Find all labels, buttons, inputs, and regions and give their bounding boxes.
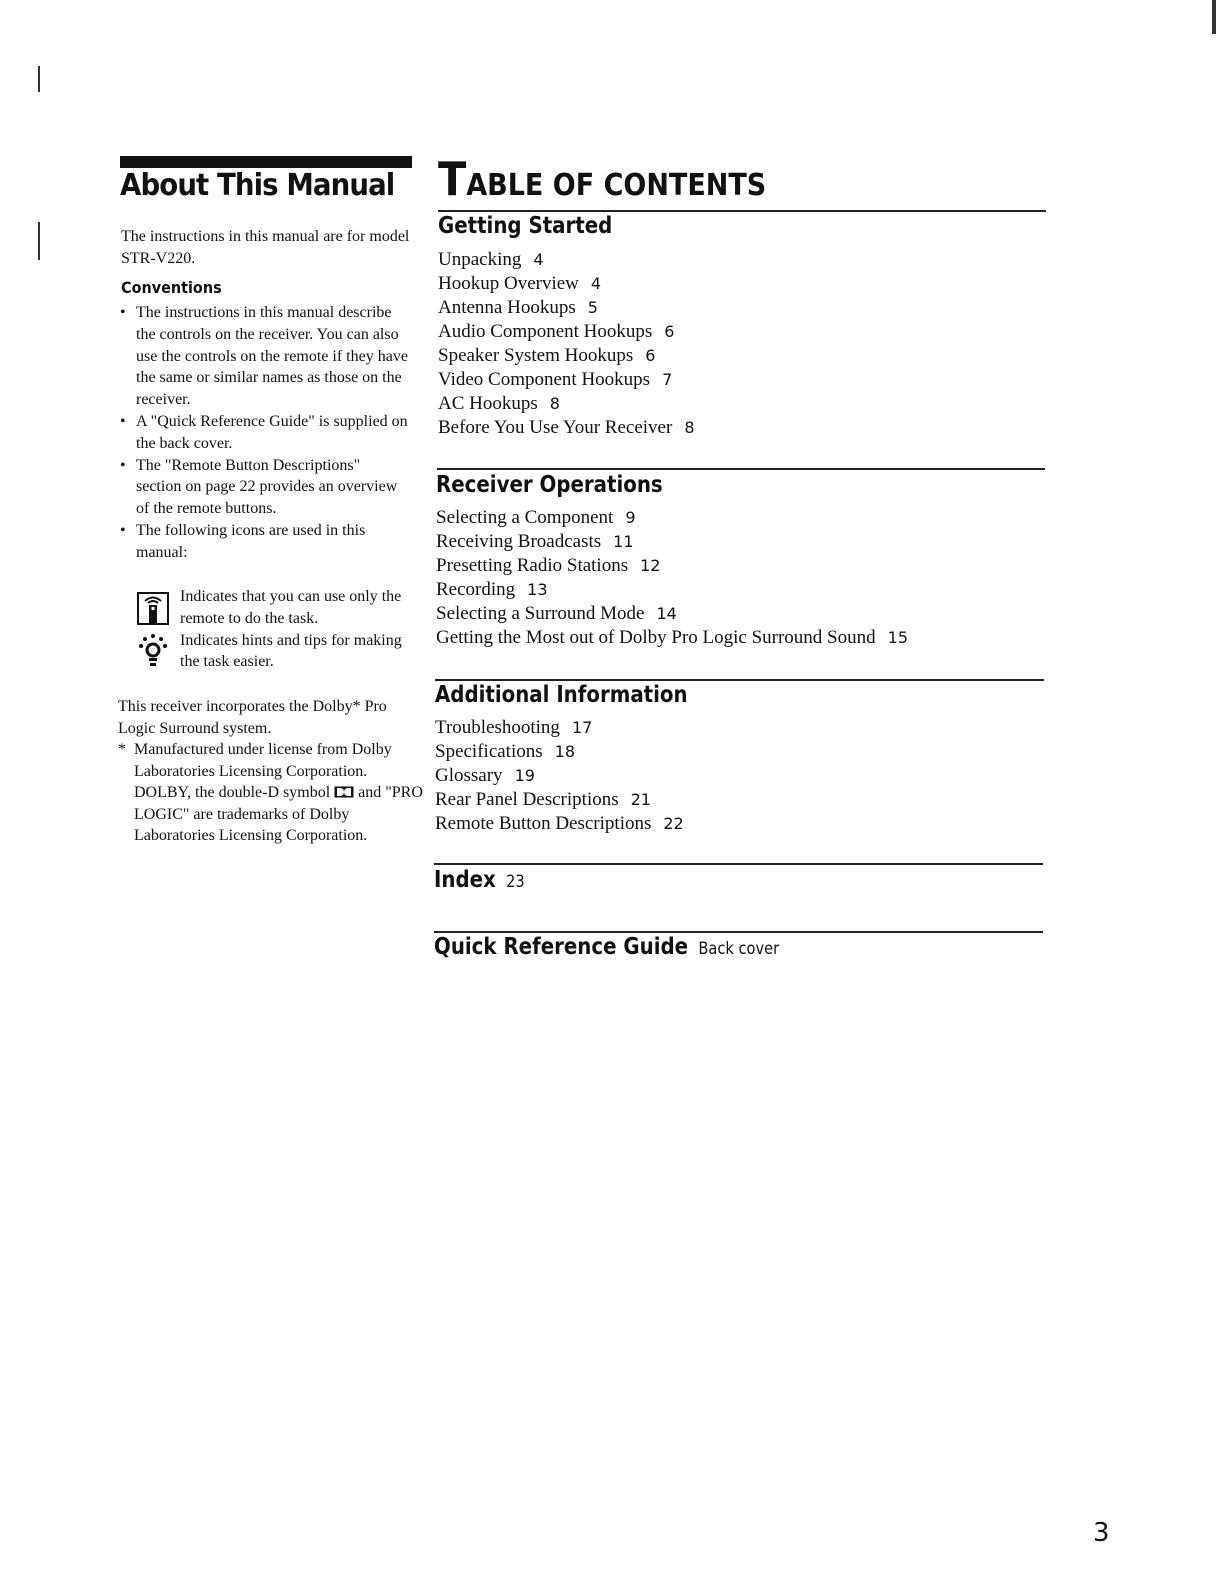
section-entries bbox=[436, 506, 908, 650]
heading-bar bbox=[120, 156, 412, 168]
scan-mark bbox=[1212, 0, 1216, 34]
lightbulb-icon bbox=[137, 634, 169, 670]
scan-mark bbox=[38, 222, 40, 260]
conventions-heading: Conventions bbox=[121, 278, 222, 297]
footnote bbox=[118, 739, 426, 847]
toc-entry[interactable]: Selecting a Surround Mode 14 bbox=[436, 603, 677, 624]
section-heading: Receiver Operations bbox=[436, 472, 663, 498]
convention-item: • The "Remote Button Descriptions" section on page 22 provides an overview of the remote buttons. bbox=[118, 455, 408, 520]
footnote-text: Manufactured under license from Dolby Laboratories Licensing Corporation. bbox=[134, 741, 392, 780]
toc-entry-quick-reference[interactable]: Quick Reference Guide Back cover bbox=[434, 934, 780, 960]
conventions-list bbox=[118, 302, 408, 564]
convention-item: • The instructions in this manual describe the controls on the receiver. You can also use the controls on the remote if they have the same or similar names as those on the receiver. bbox=[118, 302, 408, 411]
section-divider bbox=[434, 863, 1043, 865]
toc-entry[interactable]: Unpacking 4 bbox=[438, 249, 544, 270]
toc-entry[interactable]: Hookup Overview 4 bbox=[438, 273, 602, 294]
intro-text: The instructions in this manual are for model STR-V220. bbox=[121, 228, 410, 267]
toc-entry-index[interactable]: Index 23 bbox=[434, 867, 525, 893]
footnote-trademark: DOLBY, the double-D symbol and "PRO LOGIC" are trademarks of Dolby Laboratories Licensing Corporation. bbox=[134, 784, 423, 845]
page-number: 3 bbox=[1093, 1518, 1110, 1548]
toc-title: TABLE OF CONTENTS bbox=[438, 152, 767, 206]
toc-entry[interactable]: Speaker System Hookups 6 bbox=[438, 345, 656, 366]
section-entries bbox=[435, 716, 684, 836]
toc-entry[interactable]: Receiving Broadcasts 11 bbox=[436, 531, 634, 552]
footnote-star: * bbox=[118, 741, 126, 758]
toc-entry[interactable]: Selecting a Component 9 bbox=[436, 507, 636, 528]
scan-mark bbox=[38, 66, 40, 92]
toc-entry[interactable]: Specifications 18 bbox=[435, 741, 575, 762]
section-divider bbox=[434, 931, 1043, 933]
toc-entry[interactable]: AC Hookups 8 bbox=[438, 393, 560, 414]
toc-entry[interactable]: Rear Panel Descriptions 21 bbox=[435, 789, 651, 810]
toc-entry[interactable]: Antenna Hookups 5 bbox=[438, 297, 598, 318]
dolby-text: This receiver incorporates the Dolby* Pro Logic Surround system. bbox=[118, 698, 387, 737]
icon-legend-remote: Indicates that you can use only the remote to do the task. bbox=[136, 586, 406, 630]
section-entries bbox=[438, 248, 695, 440]
section-divider bbox=[437, 468, 1045, 470]
toc-entry[interactable]: Presetting Radio Stations 12 bbox=[436, 555, 661, 576]
about-title: About This Manual bbox=[120, 168, 395, 203]
toc-entry[interactable]: Remote Button Descriptions 22 bbox=[435, 813, 684, 834]
toc-entry[interactable]: Before You Use Your Receiver 8 bbox=[438, 417, 695, 438]
icon-legend bbox=[136, 586, 406, 673]
section-divider bbox=[435, 679, 1044, 681]
dolby-double-d-icon bbox=[334, 786, 354, 798]
toc-entry[interactable]: Troubleshooting 17 bbox=[435, 717, 593, 738]
section-heading: Getting Started bbox=[438, 213, 613, 239]
toc-entry[interactable]: Audio Component Hookups 6 bbox=[438, 321, 675, 342]
toc-entry[interactable]: Getting the Most out of Dolby Pro Logic Surround Sound 15 bbox=[436, 627, 908, 648]
section-divider bbox=[438, 210, 1046, 212]
icon-legend-hint: Indicates hints and tips for making the task easier. bbox=[136, 630, 406, 674]
toc-entry[interactable]: Video Component Hookups 7 bbox=[438, 369, 673, 390]
section-heading: Additional Information bbox=[435, 682, 688, 708]
convention-item: • A "Quick Reference Guide" is supplied on the back cover. bbox=[118, 411, 408, 455]
convention-item: • The following icons are used in this manual: bbox=[118, 520, 408, 564]
toc-entry[interactable]: Glossary 19 bbox=[435, 765, 535, 786]
remote-only-icon bbox=[137, 590, 169, 626]
toc-entry[interactable]: Recording 13 bbox=[436, 579, 548, 600]
